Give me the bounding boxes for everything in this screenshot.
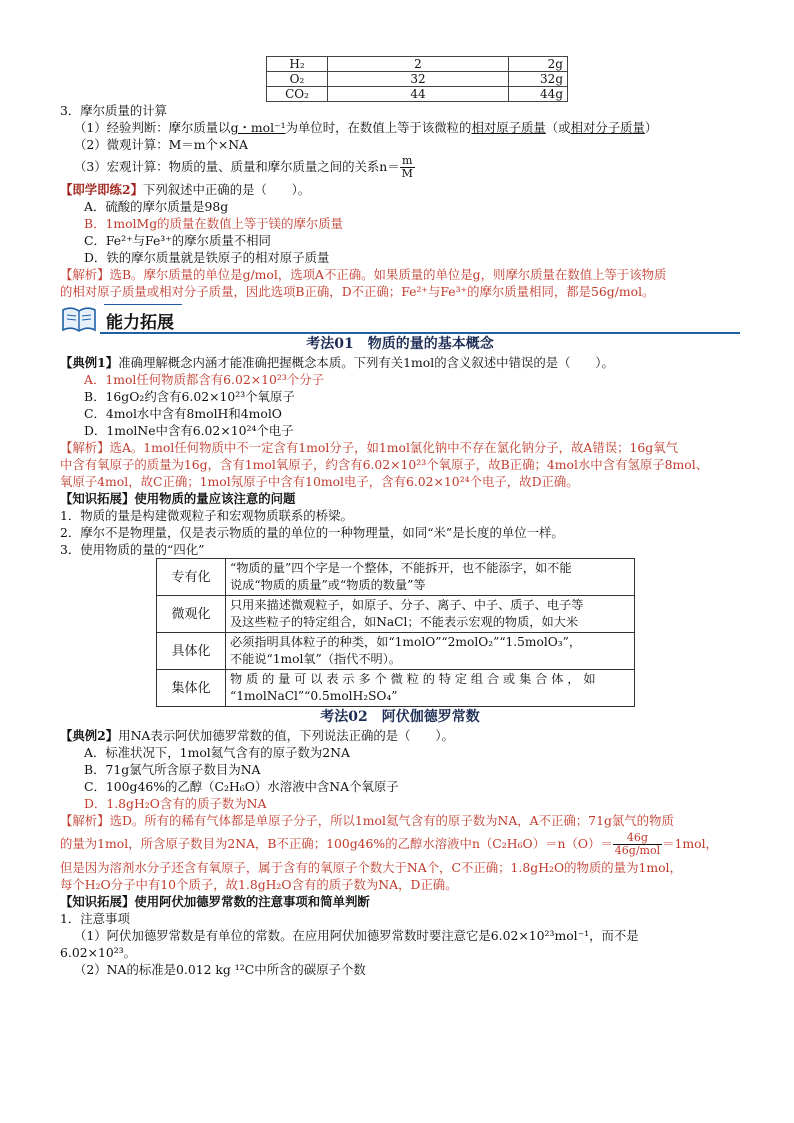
cell-line: 及这些粒子的特定组合，如NaCl；不能表示宏观的物质，如大米 bbox=[230, 615, 579, 629]
answer-line: 但是因为溶剂水分子还含有氧原子，属于含有的氧原子个数大于NA个，C不正确；1.8gH₂O的物质的量为1mol， bbox=[60, 860, 682, 875]
underlined-text: g・mol⁻¹ bbox=[230, 120, 286, 135]
fraction bbox=[613, 832, 662, 857]
cell-line: 物 质 的 量 可 以 表 示 多 个 微 粒 的 特 定 组 合 或 集 合 体 ， 如 bbox=[230, 672, 596, 686]
option-d: D．1molNe中含有6.02×10²⁴个电子 bbox=[84, 423, 294, 438]
text: （1）经验判断：摩尔质量以 bbox=[74, 120, 231, 135]
table-cell bbox=[226, 559, 635, 596]
answer-line: 【解析】选A。1mol任何物质中不一定含有1mol分子，如1mol氯化钠中不存在氯化钠分子，故A错误；16g氧气 bbox=[60, 440, 678, 455]
table-cell: 具体化 bbox=[157, 633, 226, 670]
text: （或 bbox=[545, 120, 571, 135]
method-2-heading: 考法02 阿伏伽德罗常数 bbox=[320, 709, 480, 725]
table-cell: 集体化 bbox=[157, 670, 226, 707]
example-2-stem bbox=[60, 727, 740, 744]
option-c: C．Fe²⁺与Fe³⁺的摩尔质量不相同 bbox=[84, 233, 271, 248]
table-row bbox=[267, 72, 568, 87]
book-icon bbox=[60, 304, 98, 334]
cell-line: 只用来描述微观粒子，如原子、分子、离子、中子、质子、电子等 bbox=[230, 598, 584, 612]
rule-micro: （2）微观计算：M＝m个×NA bbox=[74, 137, 249, 152]
numerator: m bbox=[400, 155, 415, 168]
text: （3）宏观计算：物质的量、质量和摩尔质量之间的关系n＝ bbox=[74, 159, 400, 174]
fraction bbox=[400, 155, 415, 180]
option-a: A．硫酸的摩尔质量是98g bbox=[84, 199, 229, 214]
practice-label: 【即学即练2】 bbox=[60, 182, 143, 197]
option-b: B．1molMg的质量在数值上等于镁的摩尔质量 bbox=[84, 216, 344, 231]
answer-line: 【解析】选B。摩尔质量的单位是g/mol，选项A不正确。如果质量的单位是g，则摩尔质量在数值上等于该物质 bbox=[60, 267, 667, 282]
table-row bbox=[267, 87, 568, 102]
text: ） bbox=[644, 120, 658, 135]
table-cell: 32g bbox=[509, 72, 568, 87]
option-b: B．16gO₂约含有6.02×10²³个氧原子 bbox=[84, 389, 295, 404]
table-cell: 微观化 bbox=[157, 596, 226, 633]
table-cell: O₂ bbox=[267, 72, 328, 87]
note-line: 3．使用物质的量的“四化” bbox=[60, 542, 205, 557]
option-b: B．71g氯气所含原子数目为NA bbox=[84, 762, 261, 777]
note-line: （1）阿伏加德罗常数是有单位的常数。在应用阿伏加德罗常数时要注意它是6.02×10²³mol⁻¹，而不是 bbox=[74, 928, 639, 943]
table-row bbox=[267, 57, 568, 72]
table-row bbox=[157, 596, 635, 633]
note-line: 1．物质的量是构建微观粒子和宏观物质联系的桥梁。 bbox=[60, 508, 353, 523]
option-d: D．铁的摩尔质量就是铁原子的相对原子质量 bbox=[84, 250, 330, 265]
divider bbox=[100, 332, 740, 334]
table-cell: 专有化 bbox=[157, 559, 226, 596]
option-a: A．1mol任何物质都含有6.02×10²³个分子 bbox=[84, 372, 324, 387]
note-line: 6.02×10²³。 bbox=[60, 945, 137, 960]
text: 的量为1mol，所含原子数目为2NA，B不正确；100g46%的乙醇水溶液中n（C₂H₆O）＝n（O）＝ bbox=[60, 836, 613, 851]
option-c: C．4mol水中含有8molH和4molO bbox=[84, 406, 282, 421]
knowledge-extension-heading: 【知识拓展】使用物质的量应该注意的问题 bbox=[60, 491, 296, 506]
table-cell: 44 bbox=[328, 87, 509, 102]
note-line: 1．注意事项 bbox=[60, 911, 130, 926]
table-cell: 2g bbox=[509, 57, 568, 72]
cell-line: 必须指明具体粒子的种类，如“1molO”“2molO₂”“1.5molO₃”， bbox=[230, 635, 582, 649]
table-row bbox=[157, 559, 635, 596]
text: 为单位时，在数值上等于该微粒的 bbox=[285, 120, 472, 135]
table-row bbox=[157, 633, 635, 670]
table-cell: 44g bbox=[509, 87, 568, 102]
answer-line bbox=[60, 829, 740, 859]
option-c: C．100g46%的乙醇（C₂H₆O）水溶液中含NA个氧原子 bbox=[84, 779, 399, 794]
text: 用NA表示阿伏加德罗常数的值，下列说法正确的是（ ）。 bbox=[118, 728, 454, 743]
example-1-stem bbox=[60, 354, 740, 371]
table-cell: H₂ bbox=[267, 57, 328, 72]
rule-macro bbox=[60, 153, 740, 181]
example-label: 【典例1】 bbox=[60, 355, 119, 370]
text: 准确理解概念内涵才能准确把握概念本质。下列有关1mol的含义叙述中错误的是（ ）。 bbox=[118, 355, 614, 370]
option-a: A．标准状况下，1mol氦气含有的原子数为2NA bbox=[84, 745, 350, 760]
note-line: （2）NA的标准是0.012 kg ¹²C中所含的碳原子个数 bbox=[74, 962, 366, 977]
table-row bbox=[157, 670, 635, 707]
numerator: 46g bbox=[613, 832, 662, 845]
section-title: 能力拓展 bbox=[106, 313, 174, 333]
cell-line: “1molNaCl”“0.5molH₂SO₄” bbox=[230, 689, 398, 703]
answer-line: 中含有氧原子的质量为16g，含有1mol氧原子，约含有6.02×10²³个氧原子，故B正确；4mol水中含有氢原子8mol、 bbox=[60, 457, 709, 472]
denominator: M bbox=[401, 167, 413, 180]
four-aspects-table bbox=[156, 558, 635, 707]
denominator: 46g/mol bbox=[614, 844, 661, 857]
table-cell bbox=[226, 633, 635, 670]
page bbox=[60, 56, 740, 978]
underlined-text: 相对原子质量 bbox=[471, 120, 546, 135]
underlined-text: 相对分子质量 bbox=[570, 120, 645, 135]
practice-2-stem bbox=[60, 181, 740, 198]
section-header bbox=[60, 304, 740, 334]
answer-line: 的相对原子质量或相对分子质量，因此选项B正确，D不正确；Fe²⁺与Fe³⁺的摩尔质量相同，都是56g/mol。 bbox=[60, 284, 655, 299]
answer-line: 每个H₂O分子中有10个质子，故1.8gH₂O含有的质子数为NA，D正确。 bbox=[60, 877, 458, 892]
molar-mass-table bbox=[266, 56, 568, 102]
cell-line: “物质的量”四个字是一个整体，不能拆开，也不能添字，如不能 bbox=[230, 561, 572, 575]
cell-line: 不能说“1mol氧”（指代不明）。 bbox=[230, 652, 401, 666]
table-cell: 2 bbox=[328, 57, 509, 72]
text: ＝1mol， bbox=[662, 836, 718, 851]
note-line: 2．摩尔不是物理量，仅是表示物质的量的单位的一种物理量，如同“米”是长度的单位一样。 bbox=[60, 525, 564, 540]
table-cell: 32 bbox=[328, 72, 509, 87]
knowledge-extension-heading: 【知识拓展】使用阿伏加德罗常数的注意事项和简单判断 bbox=[60, 894, 370, 909]
molar-mass-calc-heading: 3．摩尔质量的计算 bbox=[60, 103, 168, 118]
answer-line: 氧原子4mol，故C正确；1mol氖原子中含有10mol电子，含有6.02×10²⁴个电子，故D正确。 bbox=[60, 474, 579, 489]
cell-line: 说成“物质的质量”或“物质的数量”等 bbox=[230, 578, 426, 592]
table-cell: CO₂ bbox=[267, 87, 328, 102]
text: 下列叙述中正确的是（ ）。 bbox=[142, 182, 311, 197]
example-label: 【典例2】 bbox=[60, 728, 119, 743]
table-cell bbox=[226, 670, 635, 707]
rule-empirical bbox=[60, 119, 740, 136]
option-d: D．1.8gH₂O含有的质子数为NA bbox=[84, 796, 267, 811]
answer-line: 【解析】选D。所有的稀有气体都是单原子分子，所以1mol氦气含有的原子数为NA，A不正确；71g氯气的物质 bbox=[60, 813, 674, 828]
method-1-heading: 考法01 物质的量的基本概念 bbox=[306, 336, 494, 352]
divider bbox=[104, 304, 182, 305]
table-cell bbox=[226, 596, 635, 633]
